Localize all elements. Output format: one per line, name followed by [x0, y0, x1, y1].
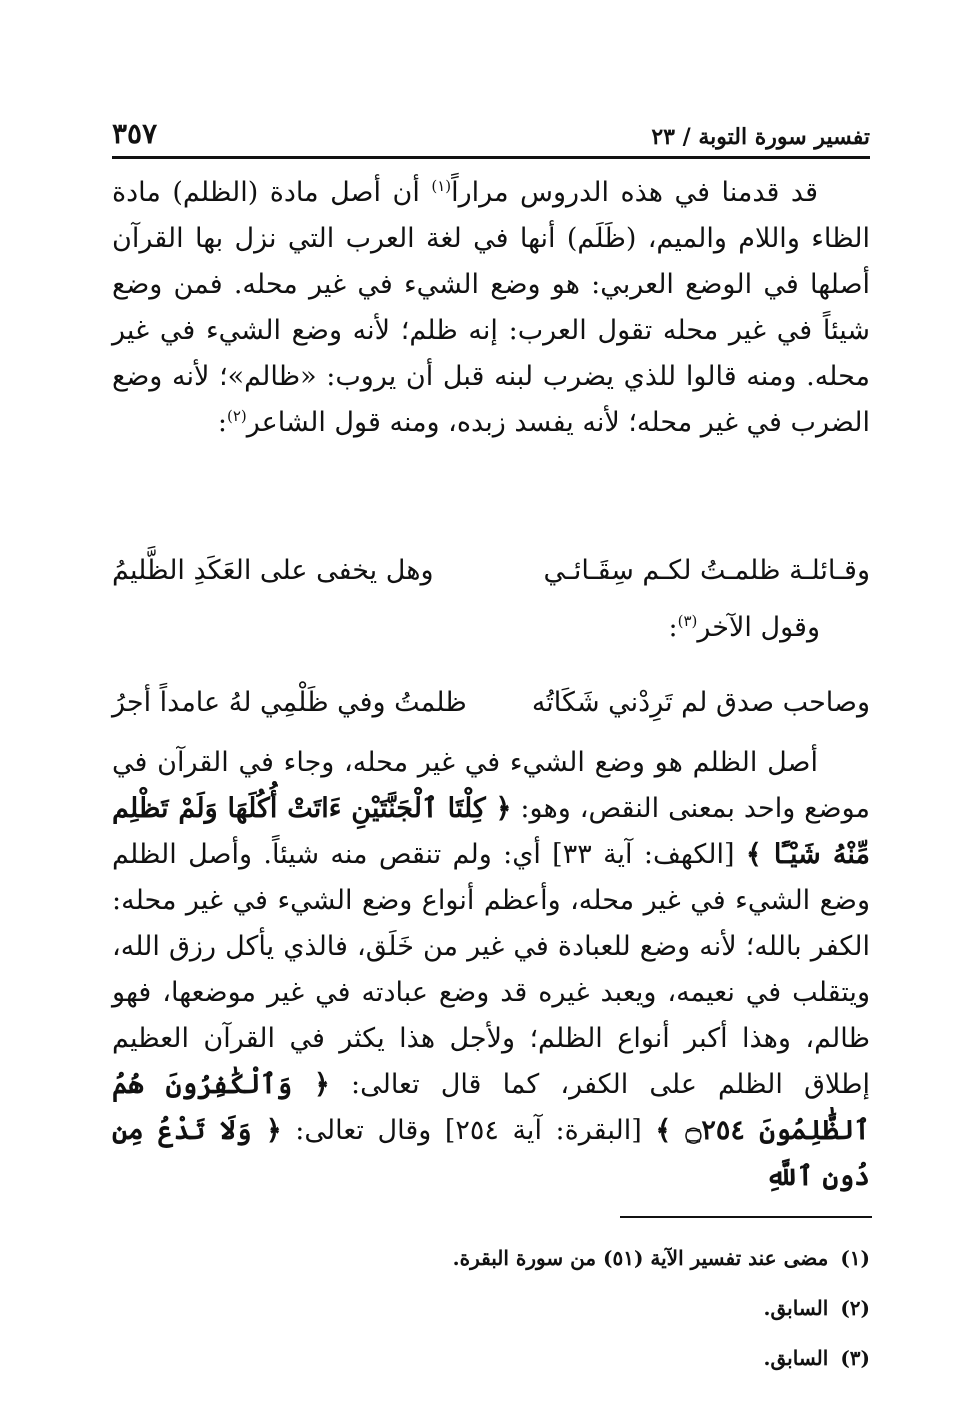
paragraph-2-text-c: [البقرة: آية ٢٥٤] وقال تعالى:: [281, 1115, 656, 1146]
footnote-ref-3: (٣): [677, 612, 698, 630]
page-number: ٣٥٧: [112, 117, 158, 150]
footnote-3-number: (٣): [840, 1346, 870, 1370]
poem-2-intro-tail: :: [668, 612, 678, 643]
footnote-3: [112, 1333, 870, 1383]
poem-2-intro-text: وقول الآخر: [697, 612, 820, 643]
footnote-ref-1: (١): [431, 177, 452, 195]
paragraph-1: [112, 170, 870, 446]
verse-1-second-hemistich: وهل يخفى على العَكَدِ الظَّليمُ: [112, 555, 434, 586]
quran-quote-3: ﴿ وَلَا تَدْعُ مِن دُونِ ٱللَّهِ: [112, 1115, 870, 1192]
paragraph-1-tail: :: [217, 407, 227, 438]
verse-1-first-hemistich: وقـائلـة ظلمـتُ لكـم سِقَـائـي: [543, 555, 870, 586]
footnote-2-text: السابق.: [763, 1296, 829, 1320]
footnote-2-number: (٢): [840, 1296, 870, 1320]
footnote-2: [112, 1283, 870, 1333]
footnote-1-text: مضى عند تفسير الآية (٥١) من سورة البقرة.: [452, 1246, 829, 1270]
footnote-3-text: السابق.: [763, 1346, 829, 1370]
poem-verse-2: [112, 680, 870, 726]
paragraph-1-text-rest: أن أصل مادة (الظلم) مادة الظاء واللام والميم، (ظَلَم) أنها في لغة العرب التي نزل بها القرآن أصلها في الوضع العربي: هو وضع الشيء في غير محله. فمن وضع شيئاً في غير محله تقول العرب: إنه ظلم؛ لأنه وضع الشيء في غير محله. ومنه قالوا للذي يضرب لبنه قبل أن يروب: «ظالم»؛ لأنه وضع الضرب في غير محله؛ لأنه يفسد زبده، ومنه قول الشاعر: [112, 177, 870, 438]
footnote-1: [112, 1233, 870, 1283]
footnote-1-number: (١): [840, 1246, 870, 1270]
page-header: [112, 100, 870, 159]
footnote-ref-2: (٢): [227, 407, 247, 425]
quran-quote-2: ﴿ وَٱلْكَٰفِرُونَ هُمُ ٱلظَّٰلِمُونَ ۝٢٥٤ ﴾: [112, 1069, 870, 1146]
running-title: تفسير سورة التوبة / ٢٣: [651, 124, 870, 150]
poem-2-intro: [669, 605, 820, 651]
paragraph-2-text-a: أصل الظلم هو وضع الشيء في غير محله، وجاء في القرآن في موضع واحد بمعنى النقص، وهو:: [112, 747, 870, 824]
quran-quote-1: ﴿ كِلْتَا ٱلْجَنَّتَيْنِ ءَاتَتْ أُكُلَهَا وَلَمْ تَظْلِم مِّنْهُ شَيْـًٔا ﴾: [112, 793, 870, 870]
verse-2-first-hemistich: وصاحب صدق لم تَرِدْني شَكَاتُه: [531, 687, 870, 718]
paragraph-2-text-b: [الكهف: آية ٣٣] أي: ولم تنقص منه شيئاً. وأصل الظلم وضع الشيء في غير محله، وأعظم أنواع وضع الشيء في غير محله: الكفر بالله؛ لأنه وضع للعبادة في غير من خَلَق، فالذي يأكل رزق الله، ويتقلب في نعيمه، ويعبد غيره قد وضع عبادته في غير موضعها، فهو ظالم، وهذا أكبر أنواع الظلم؛ ولأجل هذا يكثر في القرآن العظيم إطلاق الظلم على الكفر، كما قال تعالى:: [112, 839, 870, 1100]
verse-2-second-hemistich: ظلمتُ وفي ظَلْمِي لهُ عامداً أجرُ: [112, 687, 467, 718]
footnotes: [112, 1233, 870, 1383]
paragraph-2: [112, 740, 870, 1200]
footnote-divider: [620, 1216, 872, 1218]
poem-verse-1: [112, 548, 870, 594]
paragraph-1-text: قد قدمنا في هذه الدروس مراراً: [451, 177, 818, 208]
